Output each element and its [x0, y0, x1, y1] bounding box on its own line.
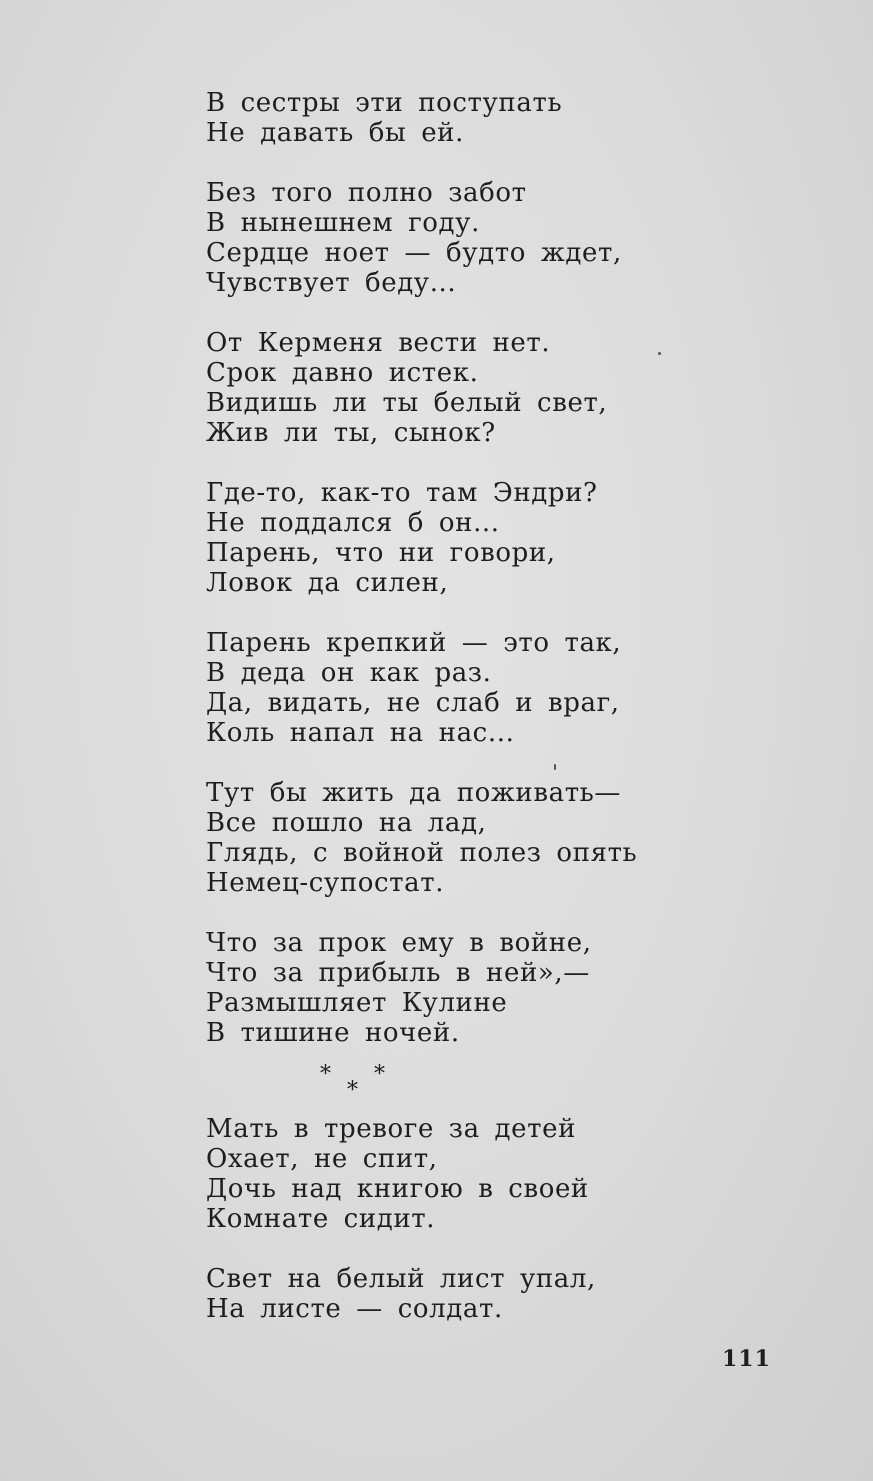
poem-line: В сестры эти поступать — [206, 88, 563, 118]
poem-line: Дочь над книгою в своей — [206, 1174, 589, 1204]
stanza — [206, 178, 806, 298]
poem-line: Все пошло на лад, — [206, 808, 487, 838]
poem-line: В деда он как раз. — [206, 658, 492, 688]
asterisk: * — [347, 1078, 358, 1103]
poem-line: Комнате сидит. — [206, 1204, 436, 1234]
stanza — [206, 1114, 806, 1234]
print-speck — [658, 352, 661, 355]
stanza — [206, 328, 806, 448]
poem-line: Парень, что ни говори, — [206, 538, 556, 568]
poem-line: Парень крепкий — это так, — [206, 628, 622, 658]
stanza — [206, 628, 806, 748]
poem-line: Сердце ноет — будто ждет, — [206, 238, 622, 268]
poem-text — [206, 88, 806, 1354]
poem-line: Что за прибыль в ней»,— — [206, 958, 590, 988]
poem-line: Да, видать, не слаб и враг, — [206, 688, 620, 718]
poem-line: Мать в тревоге за детей — [206, 1114, 577, 1144]
poem-line: Без того полно забот — [206, 178, 527, 208]
poem-line: Немец-супостат. — [206, 868, 445, 898]
page-number: 111 — [722, 1346, 771, 1372]
stanza — [206, 478, 806, 598]
poem-line: От Керменя вести нет. — [206, 328, 551, 358]
poem-line: Что за прок ему в войне, — [206, 928, 592, 958]
poem-line: Охает, не спит, — [206, 1144, 438, 1174]
poem-line: Чувствует беду... — [206, 268, 457, 298]
poem-line: Не давать бы ей. — [206, 118, 464, 148]
poem-line: Тут бы жить да поживать— — [206, 778, 622, 808]
poem-line: В нынешнем году. — [206, 208, 480, 238]
asterisk: * — [374, 1062, 385, 1087]
poem-line: Размышляет Кулине — [206, 988, 508, 1018]
stanza — [206, 778, 806, 898]
poem-line: Где-то, как-то там Эндри? — [206, 478, 598, 508]
poem-line: Коль напал на нас... — [206, 718, 515, 748]
print-speck — [554, 764, 556, 770]
stanza — [206, 1264, 806, 1324]
poem-line: Видишь ли ты белый свет, — [206, 388, 608, 418]
poem-line: На листе — солдат. — [206, 1294, 503, 1324]
poem-line: Глядь, с войной полез опять — [206, 838, 638, 868]
poem-line: Не поддался б он... — [206, 508, 500, 538]
stanza — [206, 88, 806, 148]
stanza — [206, 928, 806, 1048]
poem-line: Ловок да силен, — [206, 568, 449, 598]
poem-line: Жив ли ты, сынок? — [206, 418, 496, 448]
poem-line: В тишине ночей. — [206, 1018, 460, 1048]
asterisk: * — [320, 1062, 331, 1087]
poem-line: Свет на белый лист упал, — [206, 1264, 596, 1294]
poem-line: Срок давно истек. — [206, 358, 479, 388]
section-separator — [206, 1056, 806, 1116]
